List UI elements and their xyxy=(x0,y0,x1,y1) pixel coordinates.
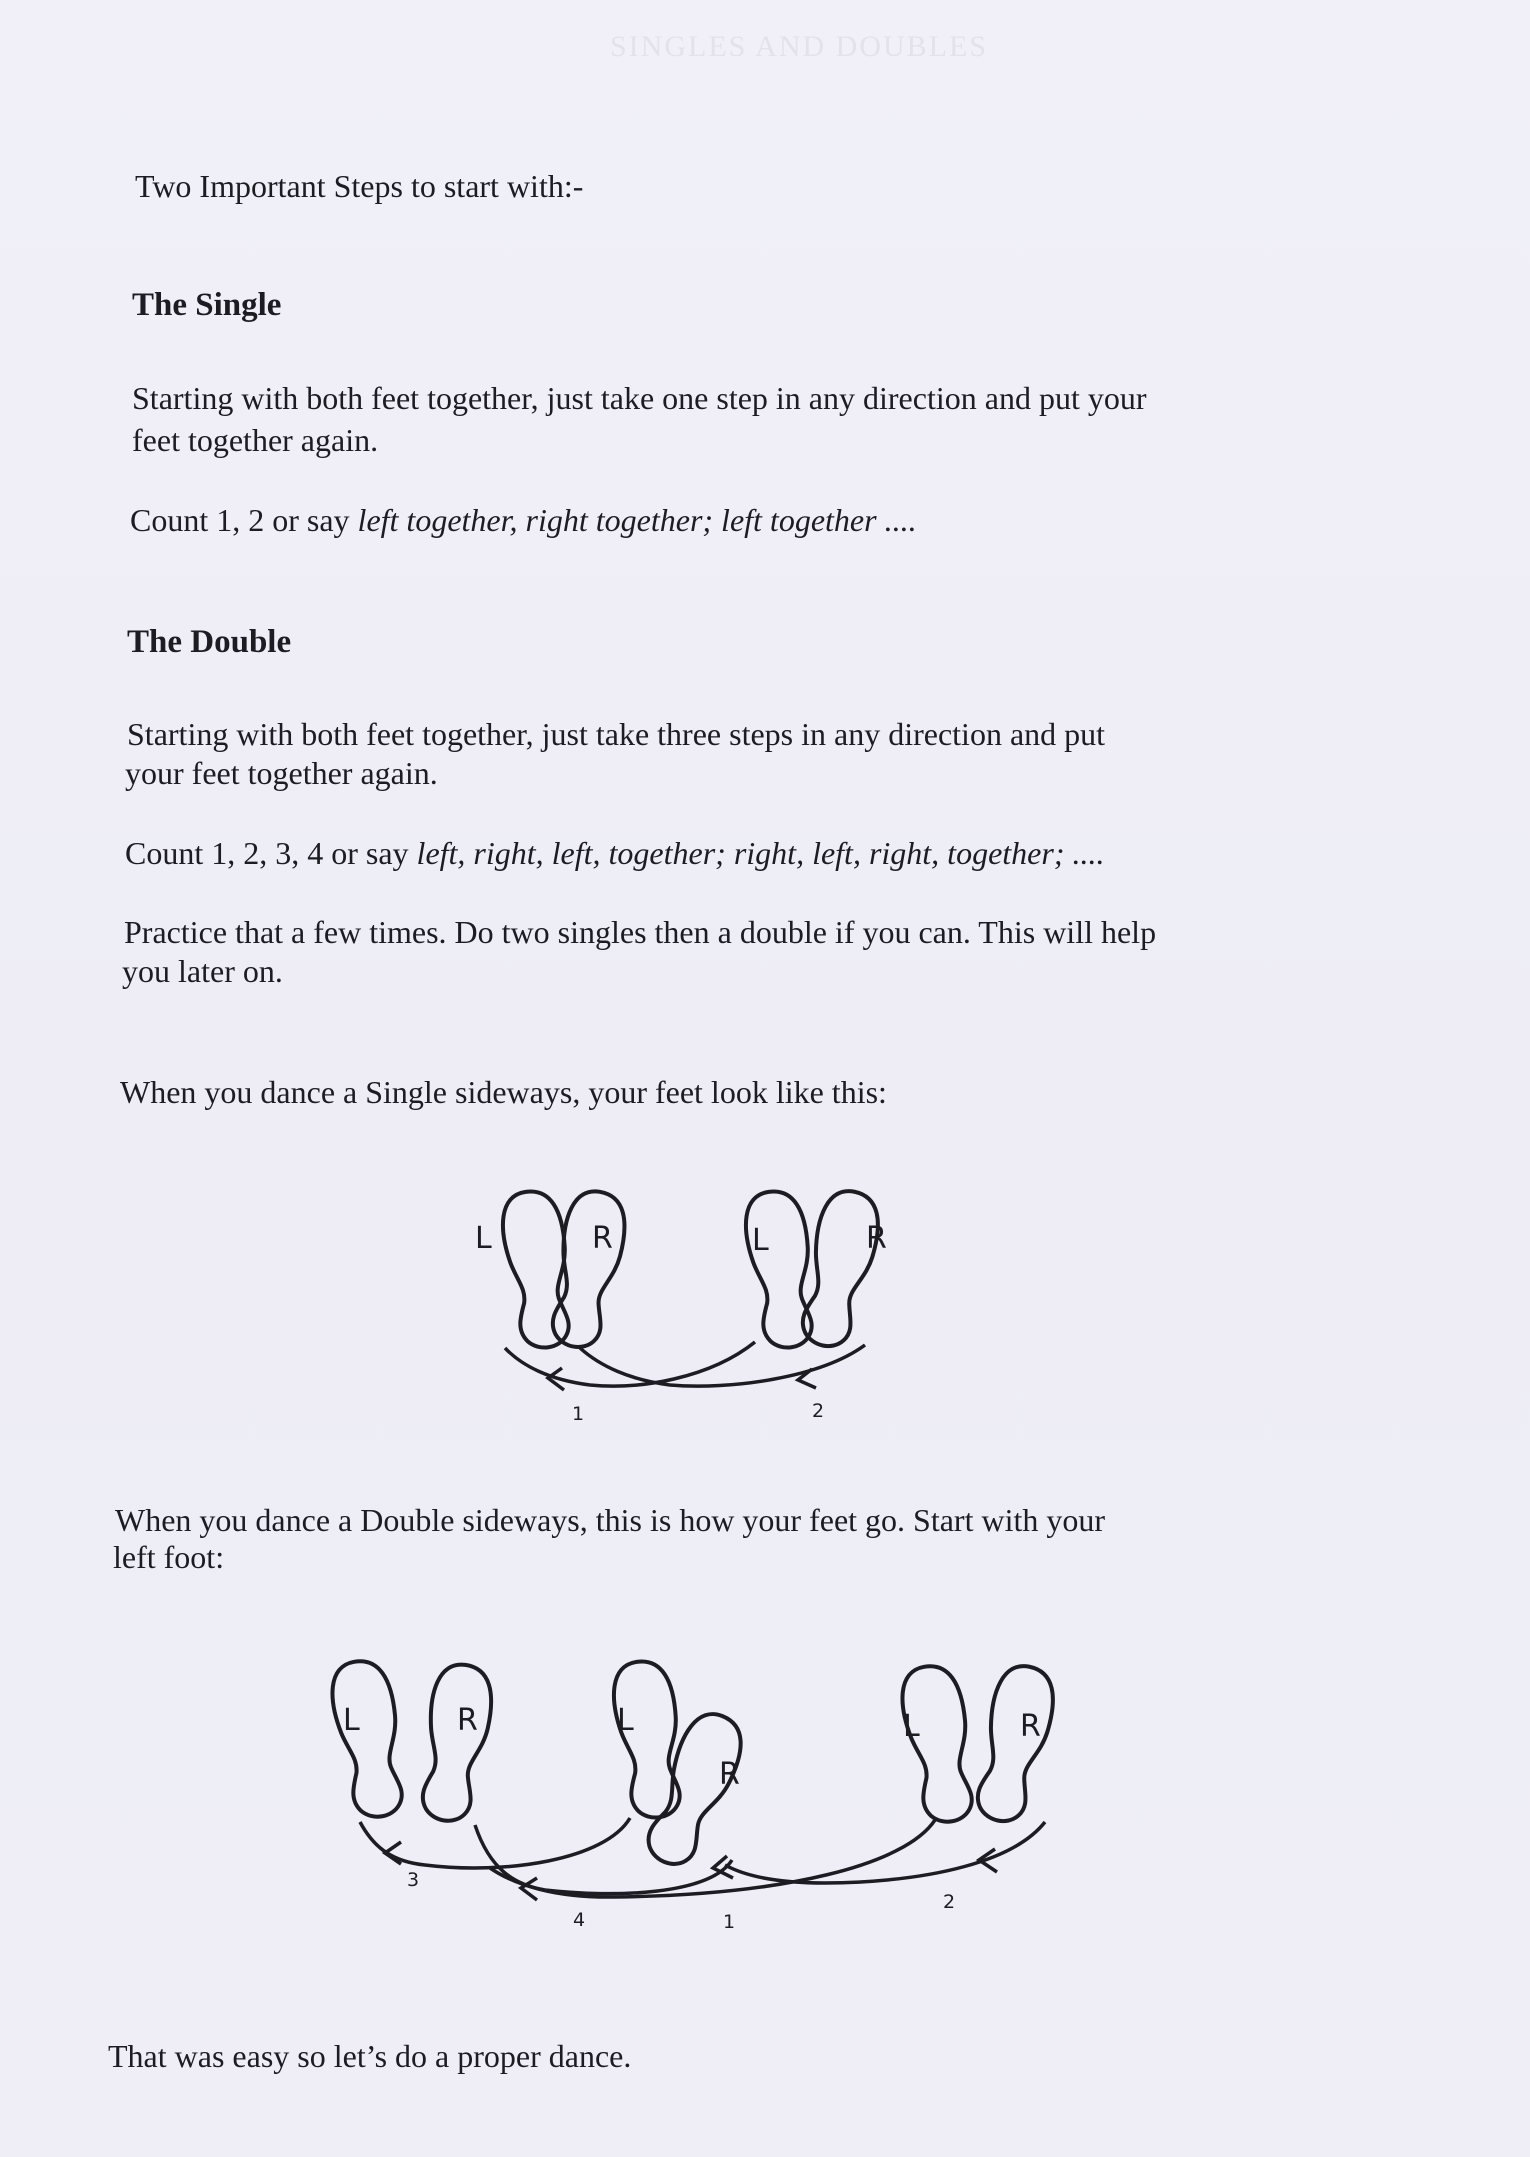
foot-print xyxy=(416,1661,497,1825)
double-figure-caption-line1: When you dance a Double sideways, this is how your feet go. Start with your xyxy=(115,1502,1106,1538)
single-heading: The Single xyxy=(132,287,282,323)
step-number: 1 xyxy=(572,1403,585,1425)
practice-line1: Practice that a few times. Do two singles then a double if you can. This will help xyxy=(124,914,1157,950)
step-path-2 xyxy=(580,1345,865,1386)
arrow-head-3 xyxy=(385,1842,401,1864)
single-count xyxy=(130,500,917,540)
single-figure-caption: When you dance a Single sideways, your feet look like this: xyxy=(120,1074,887,1110)
foot-print xyxy=(327,1656,413,1821)
foot-letter: L xyxy=(617,1703,634,1738)
step-number: 2 xyxy=(812,1400,825,1422)
foot-print xyxy=(795,1186,886,1352)
double-description-line2: your feet together again. xyxy=(125,755,438,791)
foot-letter: L xyxy=(903,1709,920,1744)
single-count-chant: left together, right together; left together .... xyxy=(357,502,917,538)
closing-text: That was easy so let’s do a proper dance. xyxy=(108,2038,632,2074)
double-figure-caption-line2: left foot: xyxy=(113,1539,225,1575)
step-path-2 xyxy=(725,1822,1045,1883)
double-count xyxy=(125,833,1104,873)
foot-print xyxy=(970,1661,1061,1827)
foot-print xyxy=(609,1657,690,1821)
double-description-line1: Starting with both feet together, just take three steps in any direction and put xyxy=(127,716,1106,752)
step-number: 4 xyxy=(573,1909,586,1931)
step-number: 3 xyxy=(407,1869,420,1891)
double-sideways-diagram xyxy=(315,1650,1095,1940)
step-number: 2 xyxy=(943,1891,956,1913)
double-count-prefix: Count 1, 2, 3, 4 or say xyxy=(125,835,417,871)
step-number: 1 xyxy=(723,1911,736,1933)
foot-letter: L xyxy=(752,1223,769,1258)
faint-page-header: SINGLES AND DOUBLES xyxy=(610,30,989,63)
double-heading: The Double xyxy=(127,624,292,660)
foot-letter: R xyxy=(1020,1709,1041,1744)
foot-print xyxy=(741,1187,822,1351)
single-count-prefix: Count 1, 2 or say xyxy=(130,502,358,538)
foot-letter: R xyxy=(866,1221,887,1256)
foot-letter: R xyxy=(457,1703,478,1738)
double-count-chant: left, right, left, together; right, left, right, together; .... xyxy=(416,835,1105,871)
single-sideways-diagram xyxy=(440,1180,940,1430)
foot-letter: R xyxy=(719,1757,740,1792)
step-path-4 xyxy=(475,1825,732,1894)
practice-line2: you later on. xyxy=(122,953,283,989)
foot-letter: R xyxy=(592,1221,613,1256)
foot-letter: L xyxy=(343,1703,360,1738)
foot-letter: L xyxy=(475,1221,492,1256)
single-description-line2: feet together again. xyxy=(132,422,379,458)
single-description-line1: Starting with both feet together, just take one step in any direction and put your xyxy=(132,380,1147,416)
intro-text: Two Important Steps to start with:- xyxy=(135,168,584,204)
